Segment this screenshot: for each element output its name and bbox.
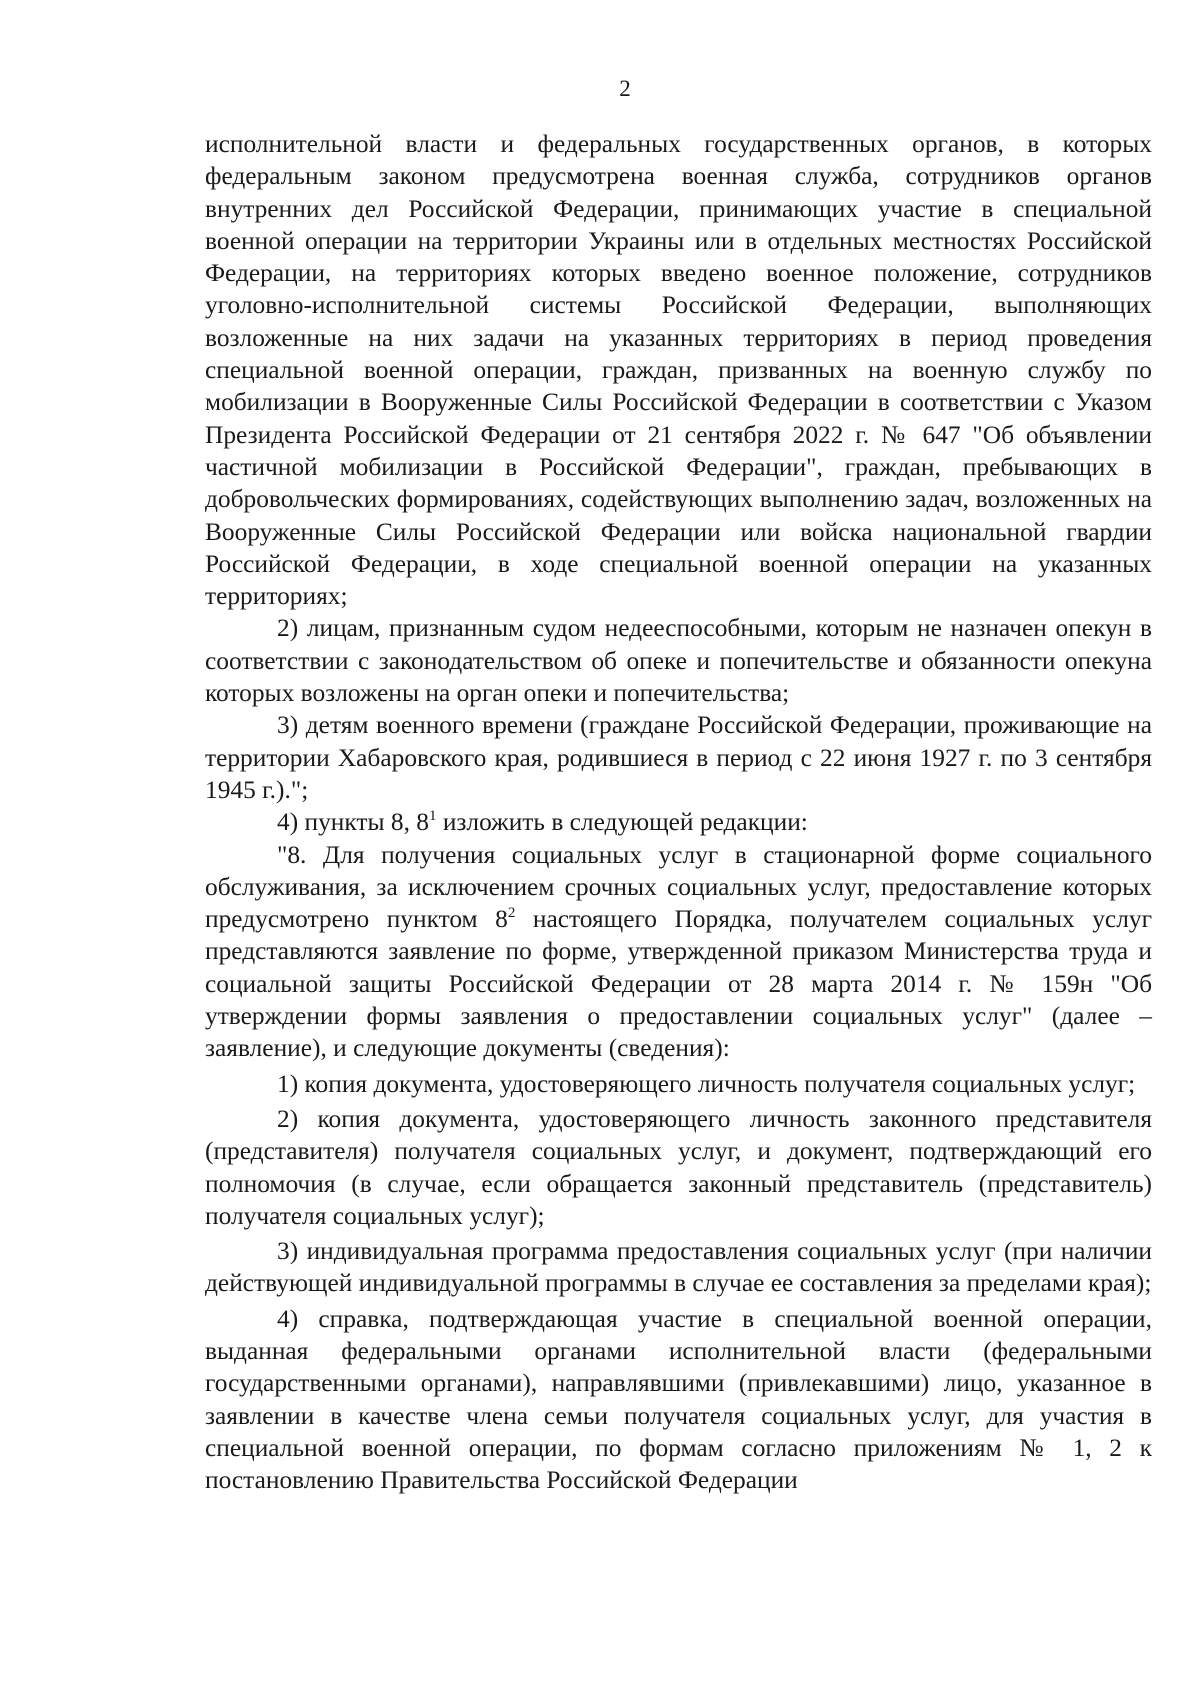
- page-number: 2: [619, 76, 631, 101]
- paragraph-doc-item-4: 4) справка, подтверждающая участие в специальной военной операции, выданная федеральными органами исполнительной власти (федеральными государственными органами), направлявшими (привлекавшими) лицо, указанное в заявлении в качестве члена семьи получателя социальных услуг, для участия в специальной военной операции, по формам согласно приложениям № 1, 2 к постановлению Правительства Российской Федерации: [205, 1304, 1152, 1495]
- paragraph-clause-8: [205, 839, 1152, 1065]
- superscript: 1: [428, 808, 437, 825]
- paragraph-doc-item-2: 2) копия документа, удостоверяющего личность законного представителя (представителя) получателя социальных услуг, и документ, подтверждающий его полномочия (в случае, если обращается законный представитель (представитель) получателя социальных услуг);: [205, 1104, 1152, 1230]
- paragraph-item-4-text: 4) пункты 8, 8: [277, 808, 429, 837]
- superscript: 2: [507, 905, 516, 922]
- paragraph-clause-8-text: "8. Для получения социальных услуг в стационарной форме социального обслуживания, за исключением срочных социальных услуг, предоставление которых предусмотрено пунктом 8: [205, 840, 1152, 934]
- paragraph-continuation: исполнительной власти и федеральных государственных органов, в которых федеральным законом предусмотрена военная служба, сотрудников органов внутренних дел Российской Федерации, принимающих участие в специальной военной операции на территории Украины или в отдельных местностях Российской Федерации, на территориях которых введено военное положение, сотрудников уголовно-исполнительной системы Российской Федерации, выполняющих возложенные на них задачи на указанных территориях в период проведения специальной военной операции, граждан, призванных на военную службу по мобилизации в Вооруженные Силы Российской Федерации в соответствии с Указом Президента Российской Федерации от 21 сентября 2022 г. № 647 "Об объявлении частичной мобилизации в Российской Федерации", граждан, пребывающих в добровольческих формированиях, содействующих выполнению задач, возложенных на Вооруженные Силы Российской Федерации или войска национальной гвардии Российской Федерации, в ходе специальной военной операции на указанных территориях;: [205, 130, 1152, 611]
- document-body: [205, 128, 1152, 1496]
- paragraph-doc-item-1: 1) копия документа, удостоверяющего личность получателя социальных услуг;: [277, 1069, 1136, 1098]
- paragraph-item-4: [205, 806, 1152, 838]
- paragraph-item-2: 2) лицам, признанным судом недееспособными, которым не назначен опекун в соответствии с законодательством об опеке и попечительстве и обязанности опекуна которых возложены на орган опеки и попечительства;: [205, 614, 1152, 708]
- paragraph-doc-item-3: 3) индивидуальная программа предоставления социальных услуг (при наличии действующей индивидуальной программы в случае ее составления за пределами края);: [205, 1237, 1152, 1298]
- paragraph-item-4-text-end: изложить в следующей редакции:: [436, 808, 808, 837]
- paragraph-clause-8-text-end: настоящего Порядка, получателем социальных услуг представляются заявление по форме, утвержденной приказом Министерства труда и социальной защиты Российской Федерации от 28 марта 2014 г. № 159н "Об утверждении формы заявления о предоставлении социальных услуг" (далее – заявление), и следующие документы (сведения):: [205, 905, 1152, 1063]
- paragraph-item-3: 3) детям военного времени (граждане Российской Федерации, проживающие на территории Хабаровского края, родившиеся в период с 22 июня 1927 г. по 3 сентября 1945 г.).";: [205, 711, 1152, 804]
